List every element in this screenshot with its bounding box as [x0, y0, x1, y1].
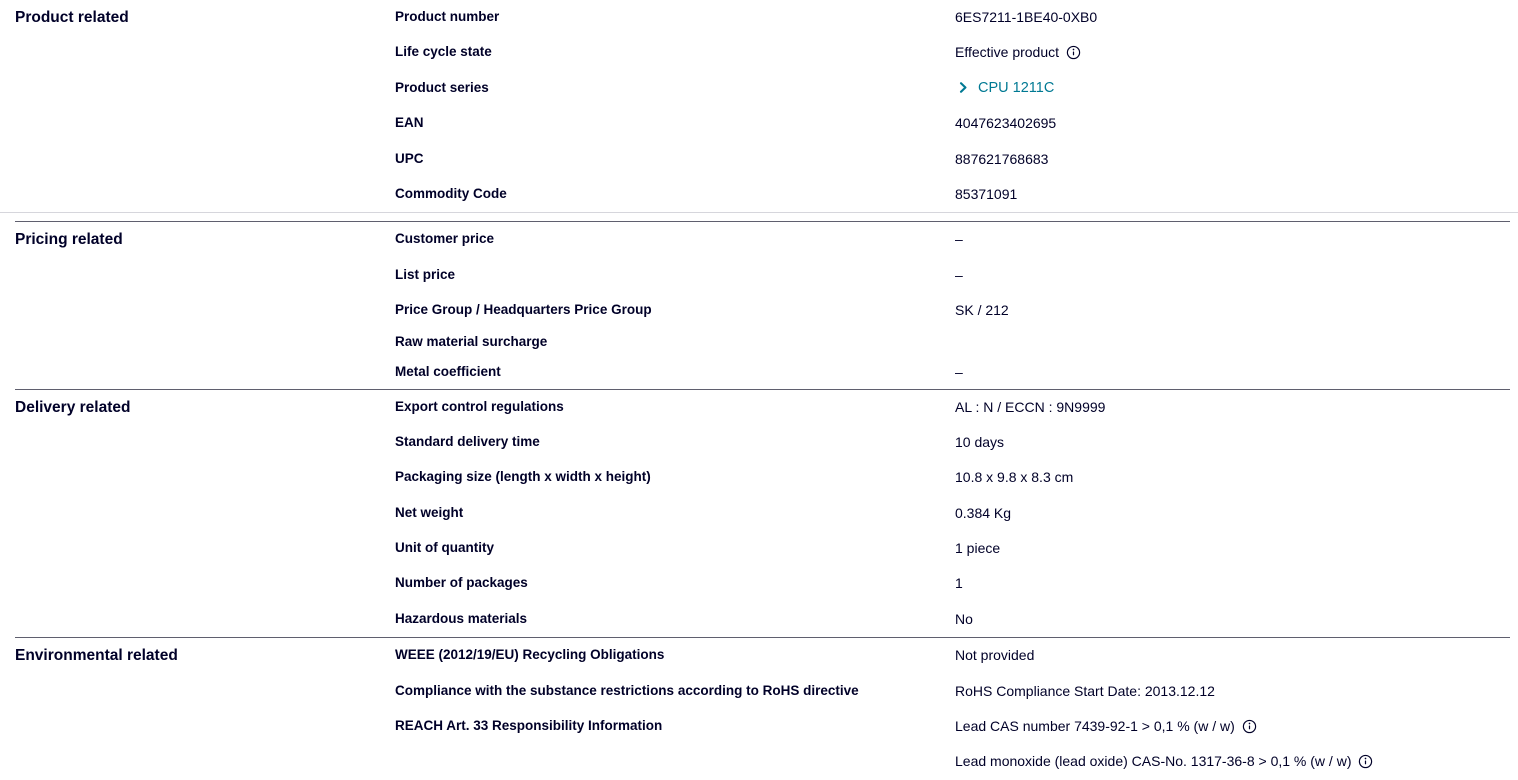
field-value-text: 4047623402695 [955, 115, 1057, 132]
field-label: Raw material surcharge [395, 333, 548, 349]
row-customer-price [395, 222, 1518, 257]
field-value-text: 85371091 [955, 185, 1018, 202]
chevron-right-icon [958, 82, 969, 93]
section [0, 638, 1518, 780]
field-label: Metal coefficient [395, 363, 501, 379]
field-value-text: – [955, 231, 963, 248]
field-value-text: 10.8 x 9.8 x 8.3 cm [955, 469, 1074, 486]
field-label: Hazardous materials [395, 610, 528, 626]
row-export-control-regulations [395, 390, 1518, 425]
section-rows [395, 390, 1518, 638]
field-label: Product series [395, 79, 489, 95]
field-value-text: – [955, 266, 963, 283]
field-value [955, 469, 1518, 485]
field-value-text: 10 days [955, 433, 1005, 450]
field-label: Price Group / Headquarters Price Group [395, 302, 652, 318]
field-label: Number of packages [395, 575, 528, 591]
row-upc [395, 142, 1518, 177]
row-reach-art-33-responsibility-information [395, 709, 1518, 744]
row-product-series [395, 71, 1518, 106]
field-value-text: SK / 212 [955, 302, 1009, 319]
field-label: Commodity Code [395, 185, 507, 201]
field-value [955, 80, 1518, 96]
row-commodity-code [395, 177, 1518, 212]
field-label: Net weight [395, 504, 464, 520]
field-value-text: Not provided [955, 647, 1035, 664]
row-net-weight [395, 496, 1518, 531]
row-life-cycle-state [395, 35, 1518, 70]
link-label: CPU 1211C [978, 79, 1055, 96]
field-value [955, 267, 1518, 283]
field-value-text: RoHS Compliance Start Date: 2013.12.12 [955, 682, 1215, 699]
field-label: List price [395, 266, 456, 282]
section [0, 0, 1518, 212]
row-raw-material-surcharge [395, 329, 1518, 359]
field-label: Export control regulations [395, 398, 564, 414]
row-continuation [395, 744, 1518, 779]
field-value [955, 575, 1518, 591]
field-label: Customer price [395, 231, 495, 247]
field-value-text: AL : N / ECCN : 9N9999 [955, 398, 1106, 415]
field-value-text: 1 piece [955, 540, 1001, 557]
row-hazardous-materials [395, 602, 1518, 637]
field-value [955, 399, 1518, 415]
field-value [955, 753, 1518, 769]
row-list-price [395, 258, 1518, 293]
info-icon[interactable] [1242, 719, 1257, 734]
field-value-text: Effective product [955, 44, 1060, 61]
field-label: Unit of quantity [395, 540, 494, 556]
row-standard-delivery-time [395, 425, 1518, 460]
row-packaging-size-length-x-width-x-height [395, 460, 1518, 495]
field-label: Life cycle state [395, 44, 492, 60]
info-icon[interactable] [1066, 45, 1081, 60]
field-value [955, 505, 1518, 521]
row-compliance-with-the-substance-restrictions-according-to-rohs-directive [395, 674, 1518, 709]
field-label: Compliance with the substance restrictions according to RoHS directive [395, 682, 859, 698]
field-value [955, 647, 1518, 663]
field-value-text: Lead monoxide (lead oxide) CAS-No. 1317-36-8 > 0,1 % (w / w) [955, 753, 1352, 770]
field-value [955, 540, 1518, 556]
field-value [955, 683, 1518, 699]
row-number-of-packages [395, 566, 1518, 601]
product-series-link[interactable] [958, 80, 1054, 96]
field-value [955, 434, 1518, 450]
field-value-text: 0.384 Kg [955, 504, 1012, 521]
field-value [955, 151, 1518, 167]
field-label [395, 753, 955, 769]
section-divider-outer [0, 212, 1518, 213]
row-weee-2012-19-eu-recycling-obligations [395, 638, 1518, 673]
field-value-text: 887621768683 [955, 150, 1049, 167]
field-value-text: Lead CAS number 7439-92-1 > 0,1 % (w / w) [955, 718, 1235, 735]
info-icon[interactable] [1358, 754, 1373, 769]
section-rows [395, 222, 1518, 388]
section-rows [395, 638, 1518, 780]
field-value-text: – [955, 363, 963, 380]
row-unit-of-quantity [395, 531, 1518, 566]
field-value [955, 186, 1518, 202]
field-label: UPC [395, 150, 424, 166]
row-metal-coefficient [395, 359, 1518, 389]
field-value [955, 334, 1518, 350]
field-label: Product number [395, 9, 500, 24]
field-label: EAN [395, 115, 424, 131]
field-label: REACH Art. 33 Responsibility Information [395, 718, 663, 734]
field-value [955, 9, 1518, 25]
section-title: Environmental related [15, 647, 178, 665]
section-title: Product related [15, 9, 129, 26]
section [0, 222, 1518, 388]
field-value [955, 115, 1518, 131]
field-value [955, 302, 1518, 318]
field-value [955, 364, 1518, 380]
row-product-number [395, 0, 1518, 35]
field-value-text: 6ES7211-1BE40-0XB0 [955, 9, 1098, 25]
field-value [955, 718, 1518, 734]
section-title: Pricing related [15, 231, 123, 249]
field-value-text: 1 [955, 575, 963, 592]
field-value [955, 611, 1518, 627]
section [0, 390, 1518, 638]
field-value [955, 44, 1518, 60]
field-value [955, 231, 1518, 247]
section-title: Delivery related [15, 398, 131, 416]
field-value-text: No [955, 610, 973, 627]
row-ean [395, 106, 1518, 141]
field-label: WEEE (2012/19/EU) Recycling Obligations [395, 647, 665, 663]
row-price-group-headquarters-price-group [395, 293, 1518, 328]
field-label: Packaging size (length x width x height) [395, 469, 651, 485]
field-label: Standard delivery time [395, 433, 540, 449]
section-rows [395, 0, 1518, 212]
